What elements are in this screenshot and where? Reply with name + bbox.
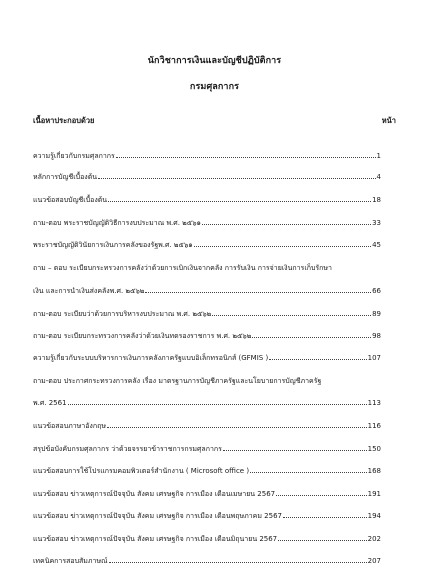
toc-entry — [33, 309, 381, 319]
toc-entry — [33, 195, 381, 205]
toc-entry — [33, 466, 381, 476]
toc-entry-label: พระราชบัญญัติวินัยการเงินการคลังของรัฐพ.ศ. ๒๕๖๑ — [33, 241, 193, 249]
toc-entry — [33, 151, 381, 161]
toc-entry-page: 116 — [367, 422, 381, 430]
toc-entry-page: 33 — [372, 219, 381, 227]
dot-leader — [212, 309, 371, 316]
dot-leader — [252, 331, 371, 338]
toc-entry — [33, 353, 381, 363]
dot-leader — [108, 195, 371, 202]
dot-leader — [250, 466, 367, 473]
toc-entry-page: 89 — [372, 310, 381, 318]
toc-entry-page: 98 — [372, 332, 381, 340]
toc-entry-label: ถาม-ตอบ ระเบียบว่าด้วยการบริหารงบประมาณ พ.ศ. ๒๕๖๒ — [33, 310, 212, 318]
dot-leader — [109, 556, 367, 563]
toc-entry-page: 207 — [367, 557, 381, 565]
toc-entry-label: แนวข้อสอบ ข่าวเหตุการณ์ปัจจุบัน สังคม เศรษฐกิจ การเมือง เดือนเมษายน 2567 — [33, 490, 276, 498]
toc-entry-page: 1 — [376, 152, 381, 160]
document-subtitle: กรมศุลกากร — [189, 82, 240, 92]
toc-entry — [33, 556, 381, 566]
toc-entry — [33, 421, 381, 431]
toc-entry — [33, 172, 381, 182]
toc-entry-page: 66 — [372, 287, 381, 295]
toc-entry-label-line1: ถาม – ตอบ ระเบียบกระทรวงการคลังว่าด้วยการเบิกเงินจากคลัง การรับเงิน การจ่ายเงินการเก็บรักษา — [33, 264, 332, 272]
toc-entry — [33, 489, 381, 499]
toc-entry-page: 168 — [367, 467, 381, 475]
dot-leader — [145, 286, 371, 293]
dot-leader — [276, 489, 367, 496]
toc-entry-label: แนวข้อสอบการใช้โปรแกรมคอมพิวเตอร์สำนักงาน ( Microsoft office ) — [33, 467, 250, 475]
toc-entry — [33, 286, 381, 296]
toc-entry-label: พ.ศ. 2561 — [33, 399, 67, 407]
dot-leader — [68, 398, 367, 405]
toc-entry — [33, 240, 381, 250]
dot-leader — [269, 353, 366, 360]
toc-content-label: เนื้อหาประกอบด้วย — [33, 116, 95, 125]
toc-entry-label: หลักการบัญชีเบื้องต้น — [33, 173, 98, 181]
toc-entry-label: แนวข้อสอบภาษาอังกฤษ — [33, 422, 106, 430]
toc-entry-page: 194 — [367, 512, 381, 520]
toc-entry-label: เทคนิคการสอบสัมภาษณ์ — [33, 557, 108, 565]
toc-entry — [33, 444, 381, 454]
toc-entry — [33, 534, 381, 544]
toc-entry — [33, 218, 381, 228]
dot-leader — [116, 151, 376, 158]
toc-entry-label-line1: ถาม-ตอบ ประกาศกระทรวงการคลัง เรื่อง มาตรฐานการบัญชีภาครัฐและนโยบายการบัญชีภาครัฐ — [33, 377, 322, 385]
toc-entry-page: 113 — [367, 399, 381, 407]
toc-entry-label: แนวข้อสอบ ข่าวเหตุการณ์ปัจจุบัน สังคม เศรษฐกิจ การเมือง เดือนพฤษภาคม 2567 — [33, 512, 282, 520]
toc-entry — [33, 398, 381, 408]
toc-page-label: หน้า — [381, 116, 396, 125]
toc-entry-label: แนวข้อสอบ ข่าวเหตุการณ์ปัจจุบัน สังคม เศรษฐกิจ การเมือง เดือนมิถุนายน 2567 — [33, 535, 278, 543]
toc-entry-label: ความรู้เกี่ยวกับระบบบริหารการเงินการคลังภาครัฐแบบอิเล็กทรอนิกส์ (GFMIS ) — [33, 354, 269, 362]
toc-entry-label: แนวข้อสอบบัญชีเบื้องต้น — [33, 196, 108, 204]
document-title: นักวิชาการเงินและบัญชีปฏิบัติการ — [147, 56, 282, 66]
toc-entry-page: 18 — [372, 196, 381, 204]
dot-leader — [278, 534, 366, 541]
toc-entry-page: 150 — [367, 445, 381, 453]
dot-leader — [98, 172, 376, 179]
toc-entry-label: ถาม-ตอบ ระเบียบกระทรวงการคลังว่าด้วยเงินทดรองราชการ พ.ศ. ๒๕๖๒ — [33, 332, 252, 340]
toc-entry-page: 4 — [376, 173, 381, 181]
toc-entry-page: 107 — [367, 354, 381, 362]
toc-entry-page: 191 — [367, 490, 381, 498]
toc-entry-label: สรุปข้อบังคับกรมศุลกากร ว่าด้วยจรรยาข้าราชการกรมศุลกากร — [33, 445, 222, 453]
toc-entry-label: ความรู้เกี่ยวกับกรมศุลกากร — [33, 152, 115, 160]
dot-leader — [202, 218, 371, 225]
dot-leader — [283, 511, 367, 518]
dot-leader — [107, 421, 367, 428]
toc-entry-label: เงิน และการนำเงินส่งคลังพ.ศ. ๒๕๖๒ — [33, 287, 145, 295]
toc-entry — [33, 511, 381, 521]
toc-entry-page: 202 — [367, 535, 381, 543]
dot-leader — [194, 240, 371, 247]
toc-header — [33, 115, 396, 127]
toc-entry — [33, 331, 381, 341]
dot-leader — [223, 444, 367, 451]
toc-entry-label: ถาม-ตอบ พระราชบัญญัติวิธีการงบประมาณ พ.ศ. ๒๕๖๑ — [33, 219, 201, 227]
toc-entry-page: 45 — [372, 241, 381, 249]
